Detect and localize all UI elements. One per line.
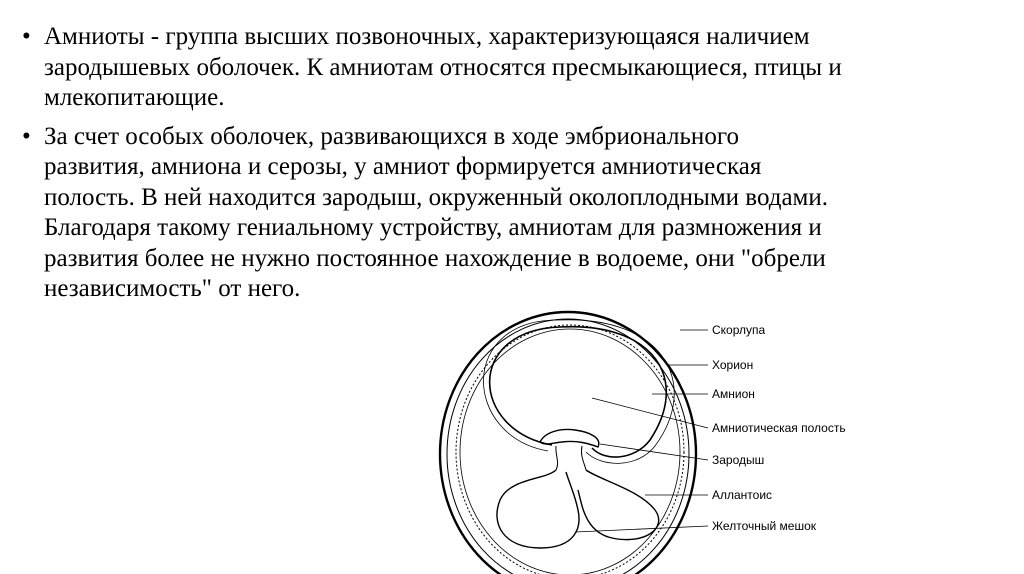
bullet-line: Амниоты - группа высших позвоночных, характеризующаяся наличием	[44, 23, 810, 50]
bullet-line: За счет особых оболочек, развивающихся в ходе эмбрионального	[44, 122, 739, 150]
label-shell: Скорлупа	[712, 323, 766, 337]
bullet-line: развития, амниона и серозы, у амниот формируется амниотическая	[44, 153, 762, 180]
label-allantois: Аллантоис	[712, 488, 773, 502]
label-embryo: Зародыш	[712, 453, 765, 467]
embryo-stalk	[556, 446, 586, 470]
label-chorion: Хорион	[712, 358, 754, 372]
bullet-line: развития более не нужно постоянное нахождение в водоеме, они "обрели	[44, 244, 826, 272]
egg-shell-inner-line	[447, 319, 689, 574]
bullet-line: Благодаря такому гениальному устройству, амниотам для размножения и	[44, 214, 822, 241]
bullet-line: независимость" от него.	[44, 275, 301, 302]
embryo	[540, 430, 599, 448]
bullet-line: млекопитающие.	[44, 84, 225, 111]
bullet-marker: •	[22, 23, 31, 50]
yolk-sac	[497, 470, 579, 548]
amnion	[490, 327, 667, 457]
bullet-marker: •	[22, 122, 31, 150]
label-amniotic-cavity: Амниотическая полость	[712, 421, 846, 435]
bullet-line: полость. В ней находится зародыш, окруженный околоплодными водами.	[44, 183, 828, 211]
label-amnion: Амнион	[712, 387, 755, 401]
bullet-line: зародышевых оболочек. К амниотам относятся пресмыкающиеся, птицы и	[44, 53, 842, 81]
label-yolk-sac: Желточный мешок	[712, 519, 816, 533]
